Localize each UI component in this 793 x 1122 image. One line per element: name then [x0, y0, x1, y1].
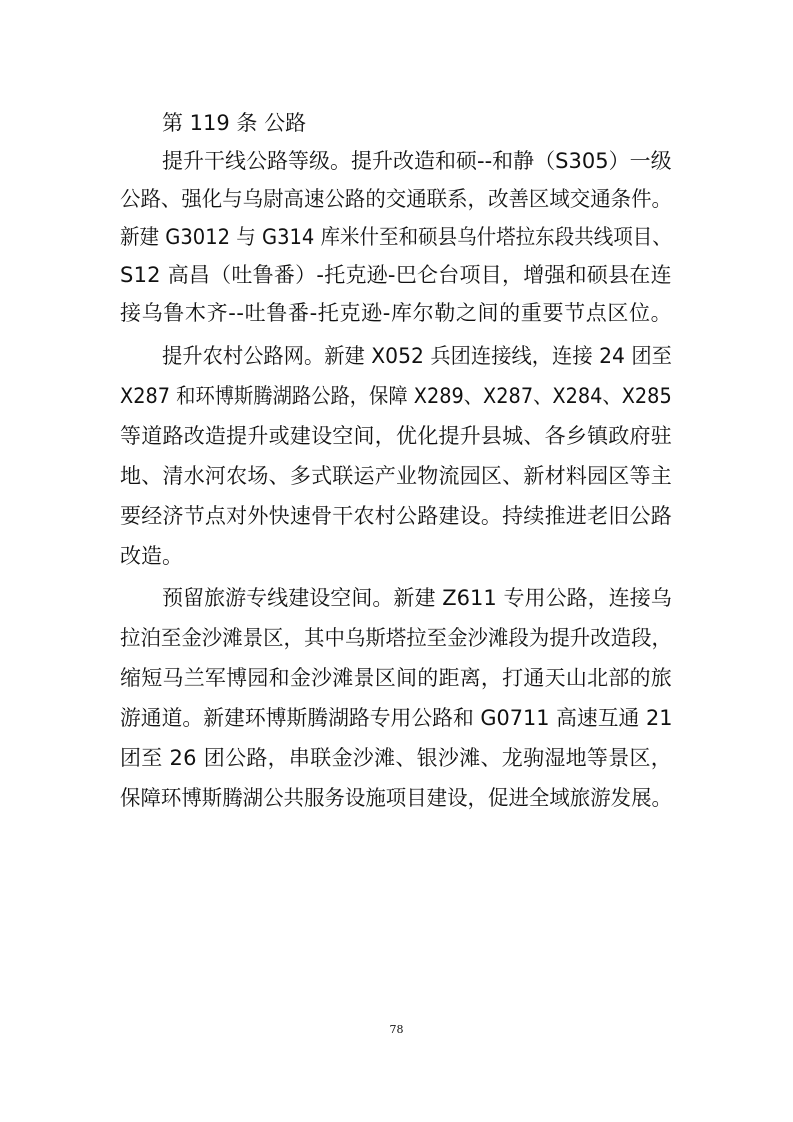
paragraph-line: 游通道。新建环博斯腾湖路专用公路和 G0711 高速互通 21 [120, 706, 673, 730]
paragraph-line: 预留旅游专线建设空间。新建 Z611 专用公路，连接乌 [162, 586, 672, 610]
paragraph-line: 新建 G3012 与 G314 库米什至和硕县乌什塔拉东段共线项目、 [120, 225, 672, 249]
article-title: 第 119 条 公路 [162, 111, 307, 135]
paragraph-line: S12 高昌（吐鲁番）-托克逊-巴仑台项目，增强和硕县在连 [120, 263, 672, 287]
paragraph-line: 接乌鲁木齐--吐鲁番-托克逊-库尔勒之间的重要节点区位。 [120, 301, 673, 325]
paragraph-line: 改造。 [120, 544, 183, 568]
paragraph-line: 拉泊至金沙滩景区，其中乌斯塔拉至金沙滩段为提升改造段， [120, 626, 672, 650]
paragraph-line: X287 和环博斯腾湖路公路，保障 X289、X287、X284、X285 [120, 384, 672, 408]
paragraph-line: 提升农村公路网。新建 X052 兵团连接线，连接 24 团至 [162, 344, 672, 368]
paragraph-line: 地、清水河农场、多式联运产业物流园区、新材料园区等主 [120, 464, 672, 488]
paragraph-line: 公路、强化与乌尉高速公路的交通联系，改善区域交通条件。 [120, 187, 672, 211]
paragraph-line: 保障环博斯腾湖公共服务设施项目建设，促进全域旅游发展。 [120, 786, 672, 810]
paragraph-line: 提升干线公路等级。提升改造和硕--和静（S305）一级 [162, 149, 672, 173]
paragraph-line: 团至 26 团公路，串联金沙滩、银沙滩、龙驹湿地等景区， [120, 746, 673, 770]
paragraph-line: 等道路改造提升或建设空间，优化提升县城、各乡镇政府驻 [120, 424, 672, 448]
page-number: 78 [389, 1023, 404, 1036]
paragraph-line: 缩短马兰军博园和金沙滩景区间的距离，打通天山北部的旅 [120, 666, 672, 690]
paragraph-line: 要经济节点对外快速骨干农村公路建设。持续推进老旧公路 [120, 504, 672, 528]
